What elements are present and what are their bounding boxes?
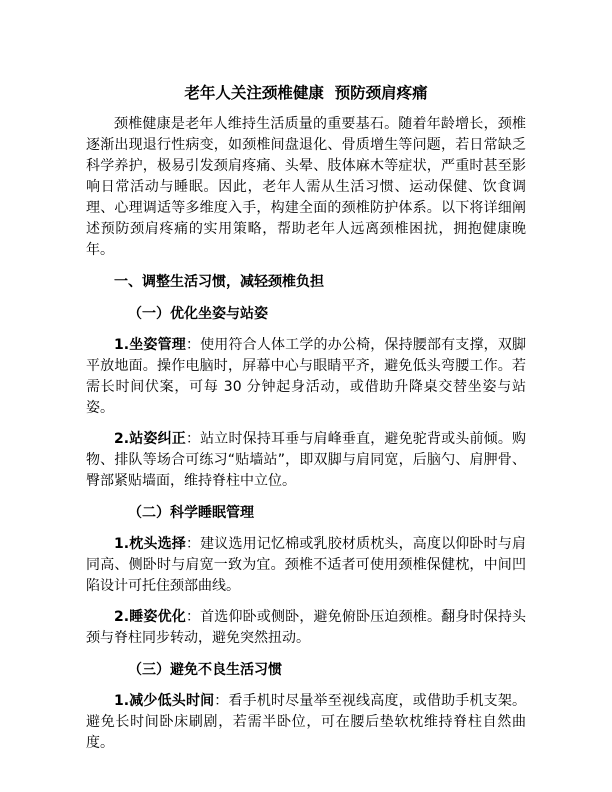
item-reduce-head-down (86, 691, 526, 754)
item-pillow (86, 534, 526, 597)
item-text: ：站立时保持耳垂与肩峰垂直，避免驼背或头前倾。购物、排队等场合可练习“贴墙站”，即双脚与肩同宽，后脑勺、肩胛骨、臀部紧贴墙面，维持脊柱中立位。 (86, 431, 527, 489)
section-heading: 一、调整生活习惯，减轻颈椎负担 (114, 274, 324, 290)
item-standing-posture (86, 429, 526, 492)
intro-paragraph: 颈椎健康是老年人维持生活质量的重要基石。随着年龄增长，颈椎逐渐出现退行性病变，如颈椎间盘退化、骨质增生等问题，若日常缺乏科学养护，极易引发颈肩疼痛、头晕、肢体麻木等症状，严重时甚至影响日常活动与睡眠。因此，老年人需从生活习惯、运动保健、饮食调理、心理调适等多维度入手，构建全面的颈椎防护体系。以下将详细阐述预防颈肩疼痛的实用策略，帮助老年人远离颈椎困扰，拥抱健康晚年。 (86, 116, 526, 258)
item-label: 2.睡姿优化 (114, 609, 186, 625)
item-sleep-posture (86, 607, 526, 649)
item-sitting-posture (86, 335, 526, 419)
item-label: 2.站姿纠正 (114, 431, 186, 447)
item-text: ：首选仰卧或侧卧，避免俯卧压迫颈椎。翻身时保持头颈与脊柱同步转动，避免突然扭动。 (86, 609, 527, 646)
page-title: 老年人关注颈椎健康 预防颈肩疼痛 (184, 84, 428, 102)
item-label: 1.枕头选择 (114, 536, 186, 552)
item-text: ：使用符合人体工学的办公椅，保持腰部有支撑，双脚平放地面。操作电脑时，屏幕中心与眼睛平齐，避免低头弯腰工作。若需长时间伏案，可每 30 分钟起身活动，或借助升降桌交替坐姿与站姿。 (86, 337, 527, 416)
subsection-heading-posture: （一）优化坐姿与站姿 (128, 306, 268, 322)
item-label: 1.减少低头时间 (114, 693, 215, 709)
subsection-heading-habits: （三）避免不良生活习惯 (128, 662, 282, 678)
subsection-heading-sleep: （二）科学睡眠管理 (128, 505, 254, 521)
item-text: ：看手机时尽量举至视线高度，或借助手机支架。避免长时间卧床刷剧，若需半卧位，可在腰后垫软枕维持脊柱自然曲度。 (86, 693, 526, 751)
item-text: ：建议选用记忆棉或乳胶材质枕头，高度以仰卧时与肩同高、侧卧时与肩宽一致为宜。颈椎不适者可使用颈椎保健枕，中间凹陷设计可托住颈部曲线。 (86, 536, 527, 594)
item-label: 1.坐姿管理 (114, 337, 186, 353)
